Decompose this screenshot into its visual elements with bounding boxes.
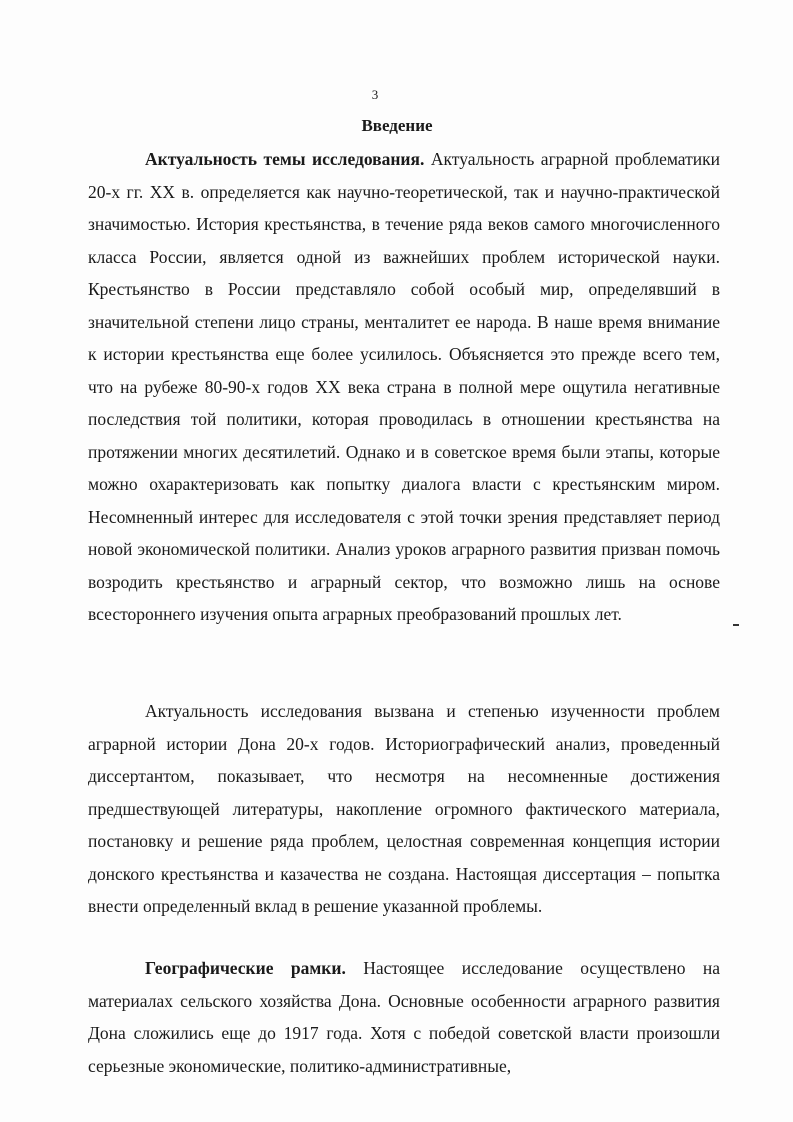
scan-mark bbox=[733, 624, 739, 626]
paragraph-lead: Актуальность темы исследования. bbox=[145, 149, 425, 169]
paragraph-body: Настоящее исследование осуществлено на материалах сельского хозяйства Дона. Основные особенности аграрного развития Дона сложились еще до 1917 года. Хотя с победой советской власти произошли серьезные экономические, политико-административные, bbox=[88, 958, 720, 1076]
paragraph bbox=[88, 952, 720, 1082]
paragraph-geography bbox=[88, 952, 720, 1082]
paragraph-relevance bbox=[88, 143, 720, 631]
paragraph bbox=[88, 695, 720, 923]
page-title: Введение bbox=[361, 116, 433, 135]
paragraph-lead: Географические рамки. bbox=[145, 958, 346, 978]
paragraph-historiography bbox=[88, 695, 720, 923]
page-number: 3 bbox=[371, 87, 379, 102]
paragraph-body: Актуальность исследования вызвана и степенью изученности проблем аграрной истории Дона 20-х годов. Историографический анализ, проведенный диссертантом, показывает, что несмотря на несомненные достижения предшествующей литературы, накопление огромного фактического материала, постановку и решение ряда проблем, целостная современная концепция истории донского крестьянства и казачества не создана. Настоящая диссертация – попытка внести определенный вклад в решение указанной проблемы. bbox=[88, 701, 720, 916]
paragraph-body: Актуальность аграрной проблематики 20-х гг. XX в. определяется как научно-теоретической, так и научно-практической значимостью. История крестьянства, в течение ряда веков самого многочисленного класса России, является одной из важнейших проблем исторической науки. Крестьянство в России представляло собой особый мир, определявший в значительной степени лицо страны, менталитет ее народа. В наше время внимание к истории крестьянства еще более усилилось. Объясняется это прежде всего тем, что на рубеже 80-90-х годов XX века страна в полной мере ощутила негативные последствия той политики, которая проводилась в отношении крестьянства на протяжении многих десятилетий. Однако и в советское время были этапы, которые можно охарактеризовать как попытку диалога власти с крестьянским миром. Несомненный интерес для исследователя с этой точки зрения представляет период новой экономической политики. Анализ уроков аграрного развития призван помочь возродить крестьянство и аграрный сектор, что возможно лишь на основе всестороннего изучения опыта аграрных преобразований прошлых лет. bbox=[88, 149, 721, 624]
paragraph bbox=[88, 143, 720, 631]
